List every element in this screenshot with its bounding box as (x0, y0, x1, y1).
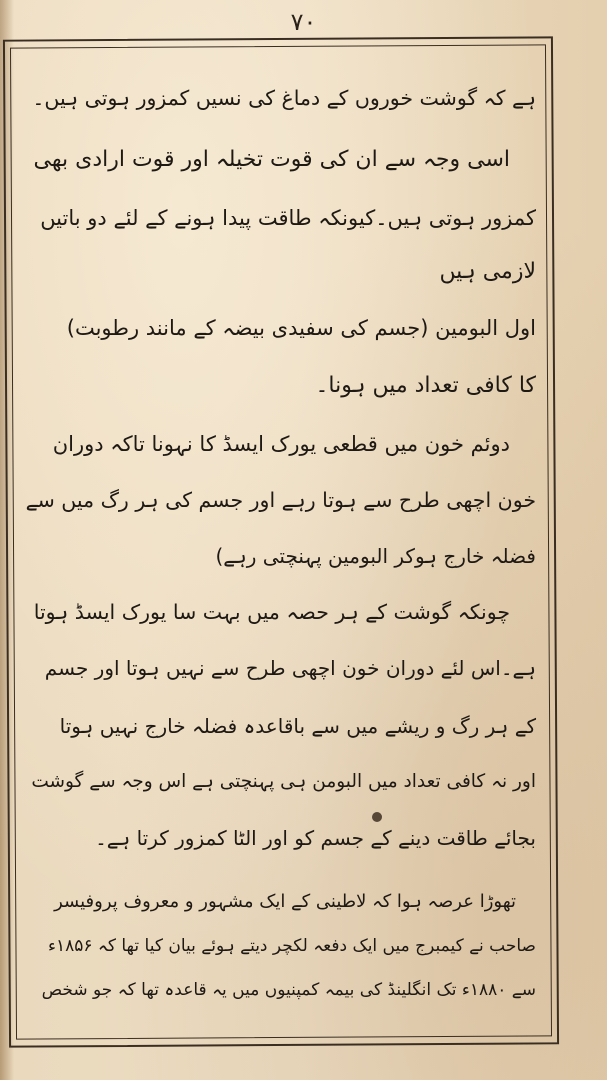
text-line: کا کافی تعداد میں ہونا۔ (315, 373, 536, 398)
text-line: کمزور ہوتی ہیں۔کیونکہ طاقت پیدا ہونے کے لئے دو باتیں (40, 206, 536, 230)
text-line: خون اچھی طرح سے ہوتا رہے اور جسم کی ہر رگ میں سے (25, 488, 536, 512)
text-line: سے ۱۸۸۰ء تک انگلینڈ کی بیمہ کمپنیوں میں یہ قاعدہ تھا کہ جو شخص (41, 980, 536, 1000)
text-line: صاحب نے کیمبرج میں ایک دفعہ لکچر دیتے ہوئے بیان کیا تھا کہ ۱۸۵۶ء (47, 936, 536, 956)
text-line: ہے کہ گوشت خوروں کے دماغ کی نسیں کمزور ہوتی ہیں۔ (32, 86, 536, 110)
text-line: بجائے طاقت دینے کے جسم کو اور الٹا کمزور کرتا ہے۔ (95, 826, 536, 850)
text-line: اسی وجہ سے ان کی قوت تخیلہ اور قوت ارادی بھی (33, 147, 510, 172)
text-line: اول البومین (جسم کی سفیدی بیضہ کے مانند رطوبت) (66, 316, 536, 340)
ink-blot (372, 812, 382, 822)
page-number: ۷۰ (290, 8, 317, 36)
text-line: ہے۔اس لئے دوران خون اچھی طرح سے نہیں ہوتا اور جسم (44, 656, 536, 680)
text-line: کے ہر رگ و ریشے میں سے باقاعدہ فضلہ خارج نہیں ہوتا (59, 714, 536, 738)
text-line: اور نہ کافی تعداد میں البومن ہی پہنچتی ہے اس وجہ سے گوشت (31, 771, 536, 792)
text-line: دوئم خون میں قطعی یورک ایسڈ کا نہونا تاکہ دوران (52, 432, 510, 456)
text-line: لازمی ہیں (439, 259, 536, 284)
urdu-text-block (24, 60, 536, 1020)
text-line: چونکہ گوشت کے ہر حصہ میں بہت سا یورک ایسڈ ہوتا (33, 600, 510, 624)
text-line: فضلہ خارج ہوکر البومین پہنچتی رہے) (215, 544, 536, 568)
text-line: تھوڑا عرصہ ہوا کہ لاطینی کے ایک مشہور و معروف پروفیسر (54, 891, 516, 912)
